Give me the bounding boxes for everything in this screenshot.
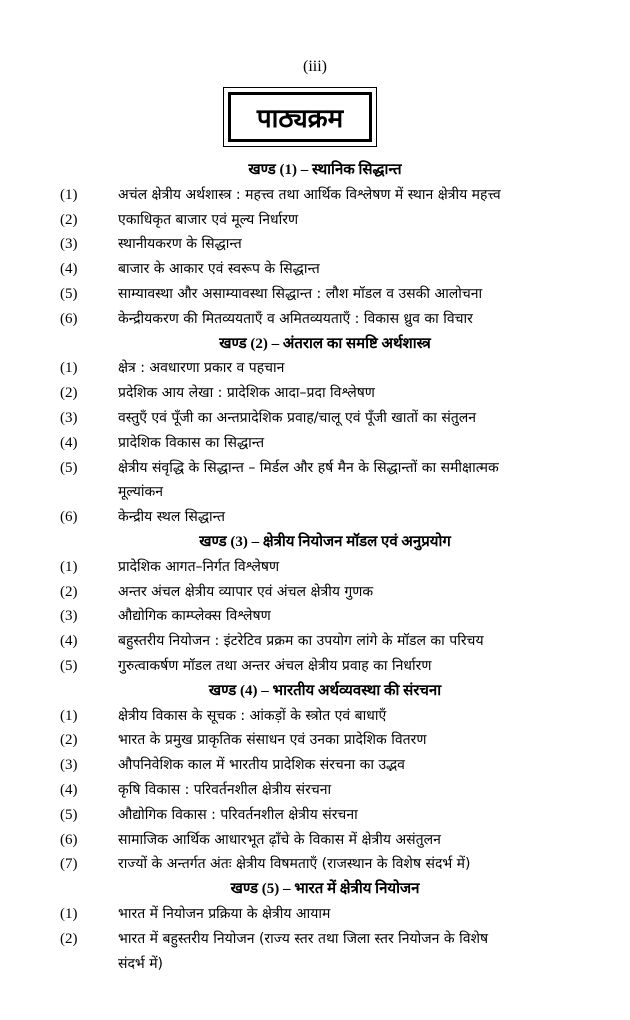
item-text: केन्द्रीयकरण की मितव्ययताएँ व अमितव्ययताएँ : विकास ध्रुव का विचार xyxy=(118,310,473,327)
item-text: औद्योगिक विकास : परिवर्तनशील क्षेत्रीय संरचना xyxy=(118,806,358,823)
item-text: भारत में बहुस्तरीय नियोजन (राज्य स्तर तथा जिला स्तर नियोजन के विशेष xyxy=(118,930,489,947)
list-item xyxy=(0,232,630,257)
section-heading: खण्ड (4) – भारतीय अर्थव्यवस्था की संरचना xyxy=(208,682,442,699)
item-number: (2) xyxy=(60,583,78,600)
item-text: कृषि विकास : परिवर्तनशील क्षेत्रीय संरचना xyxy=(118,781,332,798)
item-number: (1) xyxy=(60,905,78,922)
list-item xyxy=(0,629,630,654)
item-text: बाजार के आकार एवं स्वरूप के सिद्धान्त xyxy=(118,261,320,278)
list-item xyxy=(0,778,630,803)
list-item xyxy=(0,852,630,877)
item-number: (4) xyxy=(60,434,78,451)
item-number: (6) xyxy=(60,509,78,526)
section-heading: खण्ड (1) – स्थानिक सिद्धान्त xyxy=(248,162,402,178)
item-text: बहुस्तरीय नियोजन : इंटरेटिव प्रक्रम का उपयोग लांगे के मॉडल का परिचय xyxy=(118,633,484,650)
list-item xyxy=(0,406,630,431)
list-item xyxy=(0,480,630,505)
list-item xyxy=(0,431,630,456)
list-item xyxy=(0,728,630,753)
item-number: (5) xyxy=(60,285,78,302)
list-item xyxy=(0,753,630,778)
item-text: प्रादेशिक आगत–निर्गत विश्लेषण xyxy=(118,558,280,575)
item-text: वस्तुएँ एवं पूँजी का अन्तप्रादेशिक प्रवाह/चालू एवं पूँजी खातों का संतुलन xyxy=(118,409,477,426)
item-text: अचंल क्षेत्रीय अर्थशास्त्र : महत्त्व तथा आर्थिक विश्लेषण में स्थान क्षेत्रीय महत्त्व xyxy=(118,186,501,203)
item-text: संदर्भ में) xyxy=(118,955,164,972)
list-item xyxy=(0,381,630,406)
item-text: स्थानीयकरण के सिद्धान्त xyxy=(118,236,242,253)
item-number: (3) xyxy=(60,409,78,426)
list-item xyxy=(0,580,630,605)
item-text: मूल्यांकन xyxy=(118,484,164,501)
item-number: (2) xyxy=(60,385,78,402)
item-number: (2) xyxy=(60,930,78,947)
list-item xyxy=(0,952,630,977)
item-number: (6) xyxy=(60,310,78,327)
section-heading: खण्ड (2) – अंतराल का समष्टि अर्थशास्त्र xyxy=(219,335,431,352)
item-text: राज्यों के अन्तर्गत अंतः क्षेत्रीय विषमताएँ (राजस्थान के विशेष संदर्भ में) xyxy=(118,856,471,873)
item-text: गुरुत्वाकर्षण मॉडल तथा अन्तर अंचल क्षेत्रीय प्रवाह का निर्धारण xyxy=(118,657,432,674)
item-text: एकाधिकृत बाजार एवं मूल्य निर्धारण xyxy=(118,211,299,228)
item-text: प्रदेशिक आय लेखा : प्रादेशिक आदा–प्रदा विश्लेषण xyxy=(118,385,375,402)
item-number: (2) xyxy=(60,732,78,749)
item-number: (4) xyxy=(60,261,78,278)
list-item xyxy=(0,456,630,481)
syllabus-body xyxy=(0,158,630,976)
item-number: (2) xyxy=(60,211,78,228)
item-number: (3) xyxy=(60,608,78,625)
item-text: केन्द्रीय स्थल सिद्धान्त xyxy=(118,509,225,526)
item-number: (6) xyxy=(60,831,78,848)
item-text: सामाजिक आर्थिक आधारभूत ढ़ाँचे के विकास में क्षेत्रीय असंतुलन xyxy=(118,831,441,848)
item-number: (3) xyxy=(60,236,78,253)
list-item xyxy=(0,828,630,853)
list-item xyxy=(0,604,630,629)
list-item xyxy=(0,183,630,208)
item-text: प्रादेशिक विकास का सिद्धान्त xyxy=(118,434,265,451)
list-item xyxy=(0,282,630,307)
item-text: भारत में नियोजन प्रक्रिया के क्षेत्रीय आयाम xyxy=(118,905,331,922)
item-number: (3) xyxy=(60,757,78,774)
list-item xyxy=(0,927,630,952)
item-text: क्षेत्र : अवधारणा प्रकार व पहचान xyxy=(118,360,285,377)
list-item xyxy=(0,803,630,828)
item-text: भारत के प्रमुख प्राकृतिक संसाधन एवं उनका प्रादेशिक वितरण xyxy=(118,732,427,749)
list-item xyxy=(0,654,630,679)
section-heading: खण्ड (3) – क्षेत्रीय नियोजन मॉडल एवं अनुप्रयोग xyxy=(199,533,451,550)
list-item xyxy=(0,208,630,233)
item-number: (1) xyxy=(60,186,78,203)
list-item xyxy=(0,505,630,530)
page-title: पाठ्यक्रम xyxy=(256,104,344,134)
item-text: साम्यावस्था और असाम्यावस्था सिद्धान्त : लौश मॉडल व उसकी आलोचना xyxy=(118,285,483,302)
list-item xyxy=(0,555,630,580)
title-box xyxy=(228,92,372,142)
item-number: (1) xyxy=(60,707,78,724)
list-item xyxy=(0,356,630,381)
item-text: क्षेत्रीय विकास के सूचक : आंकड़ों के स्त्रोत एवं बाधाएँ xyxy=(118,707,387,724)
item-number: (5) xyxy=(60,806,78,823)
item-number: (1) xyxy=(60,558,78,575)
list-item xyxy=(0,704,630,729)
page-number: (iii) xyxy=(303,58,327,75)
item-number: (1) xyxy=(60,360,78,377)
list-item xyxy=(0,257,630,282)
item-text: अन्तर अंचल क्षेत्रीय व्यापार एवं अंचल क्षेत्रीय गुणक xyxy=(118,583,374,600)
item-text: क्षेत्रीय संवृद्धि के सिद्धान्त – मिर्डल और हर्ष मैन के सिद्धान्तों का समीक्षात्मक xyxy=(118,459,499,476)
item-number: (7) xyxy=(60,856,78,873)
item-number: (5) xyxy=(60,657,78,674)
item-text: औपनिवेशिक काल में भारतीय प्रादेशिक संरचना का उद्भव xyxy=(118,757,405,774)
item-text: औद्योगिक काम्प्लेक्स विश्लेषण xyxy=(118,608,271,625)
section-heading: खण्ड (5) – भारत में क्षेत्रीय नियोजन xyxy=(230,881,420,898)
list-item xyxy=(0,902,630,927)
list-item xyxy=(0,307,630,332)
item-number: (4) xyxy=(60,633,78,650)
item-number: (5) xyxy=(60,459,78,476)
item-number: (4) xyxy=(60,781,78,798)
